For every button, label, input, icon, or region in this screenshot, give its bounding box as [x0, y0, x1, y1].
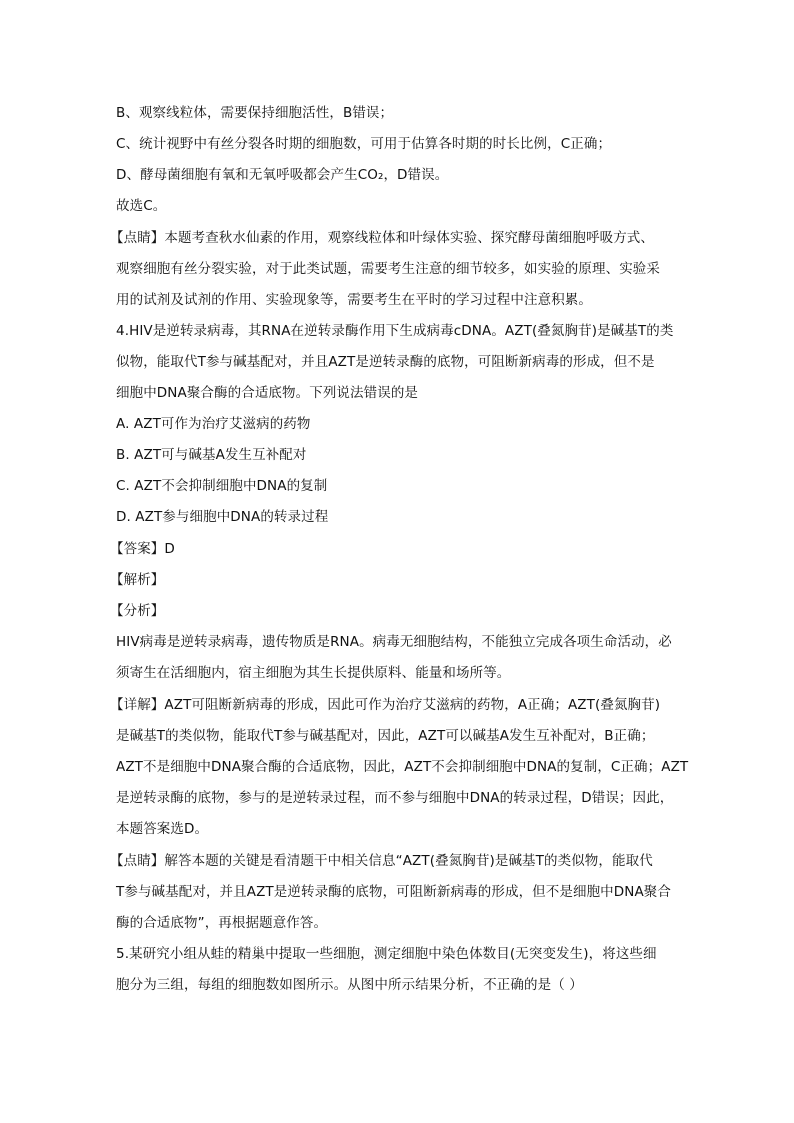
q4-subanalysis-heading: 【分析】 — [110, 603, 165, 619]
q3-comment-line-1: 【点睛】本题考查秋水仙素的作用，观察线粒体和叶绿体实验、探究酵母菌细胞呼吸方式、 — [110, 230, 654, 246]
option-d-explanation: D、酵母菌细胞有氧和无氧呼吸都会产生CO₂，D错误。 — [116, 167, 449, 183]
q3-comment-line-3: 用的试剂及试剂的作用、实验现象等，需要考生在平时的学习过程中注意积累。 — [116, 292, 592, 308]
q4-detail-line-3: AZT不是细胞中DNA聚合酶的合适底物，因此，AZT不会抑制细胞中DNA的复制，C正确；AZT — [116, 759, 689, 775]
q4-analysis-line-1: HIV病毒是逆转录病毒，遗传物质是RNA。病毒无细胞结构，不能独立完成各项生命活动，必 — [116, 634, 672, 650]
q4-detail-line-2: 是碱基T的类似物，能取代T参与碱基配对，因此，AZT可以碱基A发生互补配对，B正确； — [116, 728, 655, 744]
q4-comment-line-1: 【点睛】解答本题的关键是看清题干中相关信息“AZT(叠氮胸苷)是碱基T的类似物，能取代 — [110, 853, 653, 869]
q4-detail-line-5: 本题答案选D。 — [116, 821, 209, 837]
q4-analysis-heading: 【解析】 — [110, 572, 165, 588]
q4-detail-line-1: 【详解】AZT可阻断新病毒的形成，因此可作为治疗艾滋病的药物，A正确；AZT(叠氮胸苷) — [110, 697, 661, 713]
q4-detail-line-4: 是逆转录酶的底物，参与的是逆转录过程，而不参与细胞中DNA的转录过程，D错误；因此， — [116, 790, 674, 806]
q4-option-b: B. AZT可与碱基A发生互补配对 — [116, 447, 307, 463]
q4-option-d: D. AZT参与细胞中DNA的转录过程 — [116, 509, 329, 525]
q4-stem-line-1: 4.HIV是逆转录病毒，其RNA在逆转录酶作用下生成病毒cDNA。AZT(叠氮胸苷)是碱基T的类 — [116, 323, 674, 339]
option-b-explanation: B、观察线粒体，需要保持细胞活性，B错误； — [116, 105, 394, 121]
q4-option-a: A. AZT可作为治疗艾滋病的药物 — [116, 416, 311, 432]
q4-comment-line-2: T参与碱基配对，并且AZT是逆转录酶的底物，可阻断新病毒的形成，但不是细胞中DNA聚合 — [116, 884, 672, 900]
q5-stem-line-2: 胞分为三组，每组的细胞数如图所示。从图中所示结果分析，不正确的是（ ） — [116, 977, 583, 993]
q4-analysis-line-2: 须寄生在活细胞内，宿主细胞为其生长提供原料、能量和场所等。 — [116, 665, 511, 681]
q5-stem-line-1: 5.某研究小组从蛙的精巢中提取一些细胞，测定细胞中染色体数目(无突变发生)，将这些细 — [116, 946, 657, 962]
q4-stem-line-3: 细胞中DNA聚合酶的合适底物。下列说法错误的是 — [116, 385, 419, 401]
q4-option-c: C. AZT不会抑制细胞中DNA的复制 — [116, 478, 328, 494]
option-c-explanation: C、统计视野中有丝分裂各时期的细胞数，可用于估算各时期的时长比例，C正确； — [116, 136, 612, 152]
q4-answer: 【答案】D — [110, 541, 175, 557]
q4-comment-line-3: 酶的合适底物”，再根据题意作答。 — [116, 915, 328, 931]
q3-choice-conclusion: 故选C。 — [116, 198, 167, 214]
q3-comment-line-2: 观察细胞有丝分裂实验，对于此类试题，需要考生注意的细节较多，如实验的原理、实验采 — [116, 261, 660, 277]
q4-stem-line-2: 似物，能取代T参与碱基配对，并且AZT是逆转录酶的底物，可阻断新病毒的形成，但不是 — [116, 354, 655, 370]
